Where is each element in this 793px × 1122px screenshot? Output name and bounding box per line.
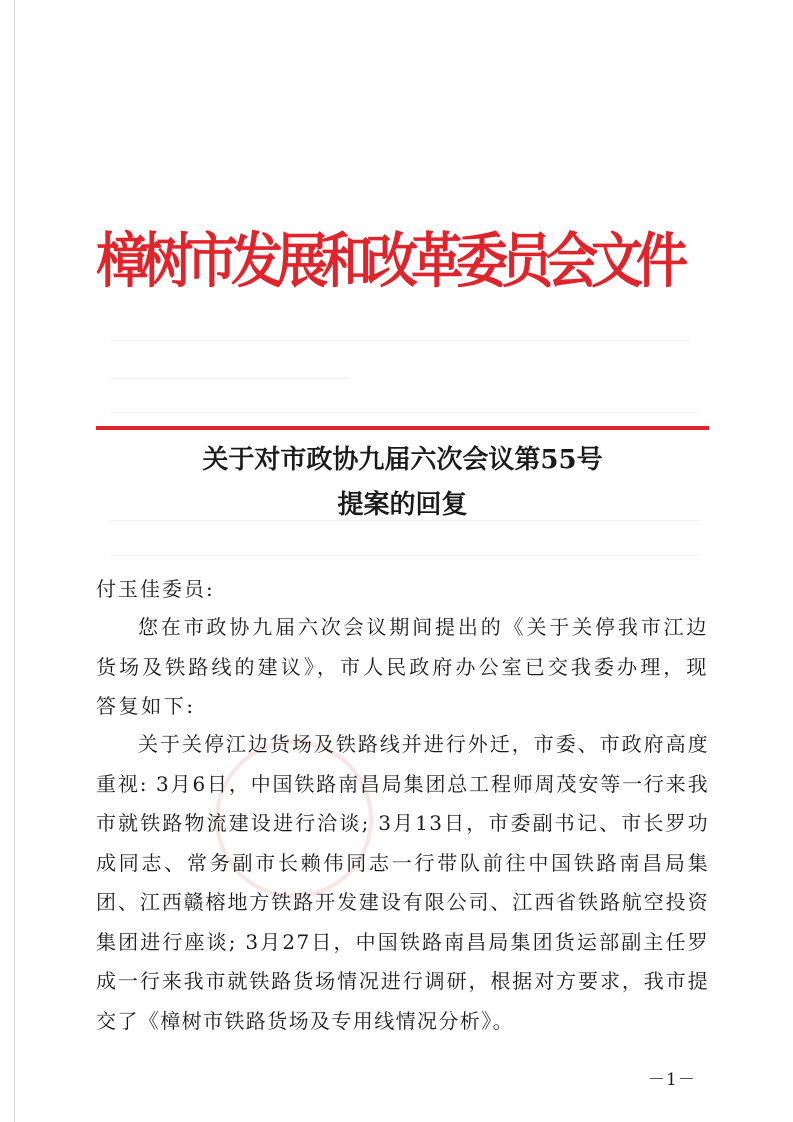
show-through-line (110, 340, 690, 341)
show-through-line (110, 555, 700, 556)
body-paragraph-2: 关于关停江边货场及铁路线并进行外迁，市委、市政府高度重视: 3月6日，中国铁路南昌局集团总工程师周茂安等一行来我市就铁路物流建设进行洽谈; 3月13日，市委副书记、市长罗功成同志、常务副市长赖伟同志一行带队前往中国铁路南昌局集团、江西赣榕地方铁路开发建设有限公司、江西省铁路航空投资集团进行座谈; 3月27日，中国铁路南昌局集团货运部副主任罗成一行来我市就铁路货场情况进行调研，根据对方要求，我市提交了《樟树市铁路货场及专用线情况分析》。 (96, 732, 709, 1033)
document-header: 樟树市发展和改革委员会文件 (96, 227, 682, 297)
salutation: 付玉佳委员: (96, 577, 215, 601)
show-through-line (110, 412, 700, 413)
document-title-line-1: 关于对市政协九届六次会议第55号 (202, 445, 603, 475)
header-divider (96, 426, 709, 430)
document-title-line-2: 提案的回复 (337, 490, 468, 520)
body-paragraph-1: 您在市政协九届六次会议期间提出的《关于关停我市江边货场及铁路线的建议》，市人民政府办公室已交我委办理，现答复如下: (96, 615, 709, 718)
page-number: －1－ (648, 1070, 696, 1090)
show-through-line (110, 378, 350, 379)
page-edge (14, 0, 15, 1122)
